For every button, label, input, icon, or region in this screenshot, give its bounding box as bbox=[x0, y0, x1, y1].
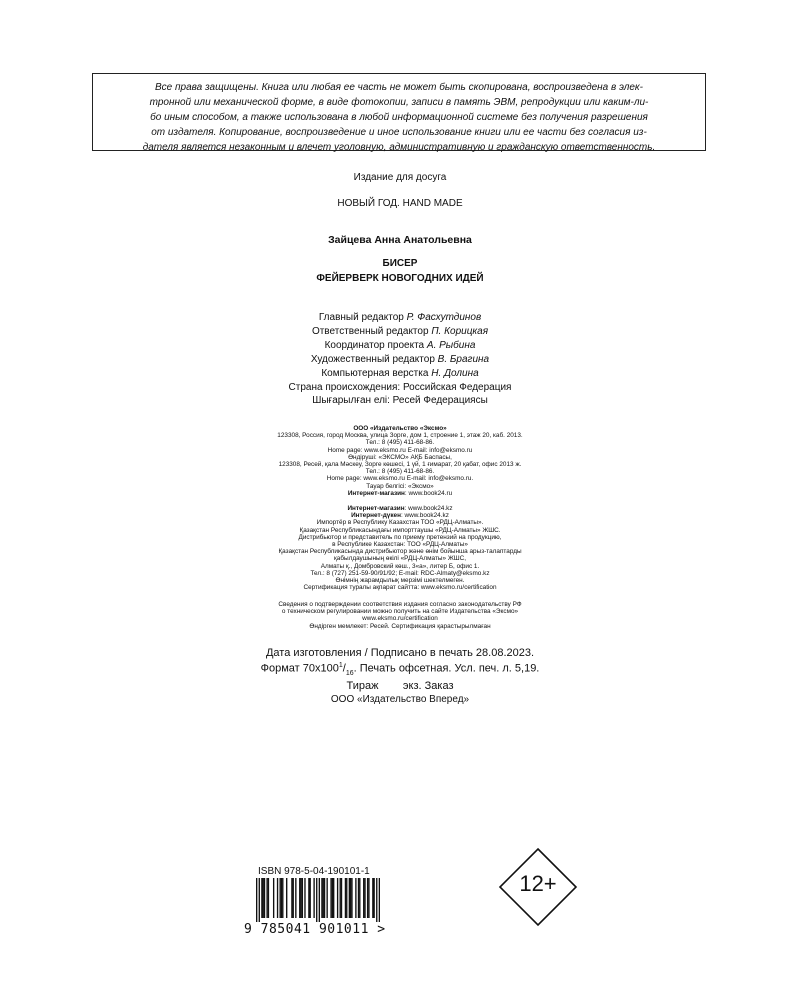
credit-person: В. Брагина bbox=[437, 354, 490, 365]
age-rating-badge bbox=[498, 847, 578, 927]
certification-info bbox=[0, 601, 800, 630]
barcode-bar bbox=[341, 878, 342, 918]
barcode-bar bbox=[355, 878, 356, 918]
kz-line: Тел.: 8 (727) 251-59-90/91/92; E-mail: RDC-Almaty@eksmo.kz bbox=[310, 569, 490, 577]
credit-role: Координатор проекта bbox=[324, 340, 425, 351]
print-run: Тираж экз. Заказ bbox=[346, 679, 454, 692]
publisher-line: Тел.: 8 (495) 411-68-86. bbox=[365, 468, 435, 476]
barcode-bar bbox=[346, 878, 347, 918]
credit-role: Ответственный редактор bbox=[311, 326, 429, 337]
barcode-bar bbox=[264, 878, 265, 918]
barcode-bar bbox=[326, 878, 327, 918]
kz-line: қабылдаушының өкілі «РДЦ-Алматы» ЖШС, bbox=[334, 555, 466, 563]
barcode-bar bbox=[351, 878, 352, 918]
credit-role: Компьютерная верстка bbox=[321, 368, 429, 379]
barcode-bar bbox=[266, 878, 267, 918]
publisher-info bbox=[0, 425, 800, 497]
isbn-label: ISBN 978-5-04-190101-1 bbox=[258, 866, 370, 877]
print-format: Формат $70x100^1/_{16}$. Печать офсетная. Усл. печ. л. 5,19. bbox=[260, 661, 540, 677]
kz-line: Дистрибьютор и представитель по приему претензий на продукцию, bbox=[298, 533, 502, 541]
cert-line: www.eksmo.ru/certification bbox=[362, 615, 438, 623]
barcode-bar bbox=[310, 878, 311, 918]
barcode-bar bbox=[345, 878, 346, 918]
barcode-bar bbox=[279, 878, 280, 918]
internet-shop-label: Интернет-магазин bbox=[347, 489, 405, 497]
barcode-bar bbox=[291, 878, 292, 918]
barcode-bar bbox=[259, 878, 260, 922]
copyright-line-4: от издателя. Копирование, воспроизведение и иное использование книги или ее части без согласия из- bbox=[151, 127, 647, 138]
barcode-bar bbox=[379, 878, 380, 922]
publisher-line: Тел.: 8 (495) 411-68-86. bbox=[365, 439, 435, 447]
credit-role: Художественный редактор bbox=[310, 354, 435, 365]
origin-country-ru: Страна происхождения: Российская Федерация bbox=[288, 382, 512, 393]
cert-line: о техническом регулировании можно получить на сайте Издательства «Эксмо» bbox=[281, 608, 519, 616]
barcode-bar bbox=[364, 878, 365, 918]
publisher-line: Home page: www.eksmo.ru E-mail: info@eksmo.ru bbox=[327, 446, 473, 454]
internet-shop-ru bbox=[0, 490, 800, 497]
barcode-bar bbox=[302, 878, 303, 918]
copyright-line-3: бо иным способом, а также использована в любой информационной системе без получения разрешения bbox=[150, 112, 648, 123]
copyright-line-1: Все права защищены. Книга или любая ее часть не может быть скопирована, воспроизведена в элек- bbox=[155, 82, 643, 93]
barcode-bar bbox=[293, 878, 294, 918]
barcode-bar bbox=[350, 878, 351, 918]
barcode-bar bbox=[359, 878, 360, 918]
barcode-bar bbox=[337, 878, 338, 918]
barcode-bar bbox=[333, 878, 334, 918]
kz-line: Интернет-магазин: www.book24.kz bbox=[347, 505, 453, 512]
kz-line: Сертификация туралы ақпарат сайтта: www.eksmo.ru/certification bbox=[303, 584, 497, 592]
print-details bbox=[0, 647, 800, 692]
publisher-line: Тауар белгісі: «Эксмо» bbox=[366, 482, 434, 490]
credit-role: Главный редактор bbox=[318, 312, 404, 323]
printer-name: ООО «Издательство Вперед» bbox=[330, 694, 470, 705]
kz-line: Импортёр в Республику Казахстан ТОО «РДЦ-Алматы». bbox=[316, 519, 484, 527]
barcode-bar bbox=[273, 878, 274, 918]
barcode-bar bbox=[299, 878, 300, 918]
kz-line: Қазақстан Республикасында дистрибьютор және өнім бойынша арыз-талаптарды bbox=[278, 548, 522, 556]
kz-line: в Республике Казахстан: ТОО «РДЦ-Алматы» bbox=[332, 541, 468, 549]
internet-shop-url: : www.book24.ru bbox=[404, 489, 453, 497]
barcode-bar bbox=[363, 878, 364, 918]
barcode-bar bbox=[286, 878, 287, 918]
barcode-bar bbox=[295, 878, 296, 918]
barcode-bar bbox=[316, 878, 317, 922]
credit-person: П. Корицкая bbox=[431, 326, 489, 337]
ean-digits: 9 785041 901011 > bbox=[244, 922, 386, 937]
kz-line: Интернет-дүкен: www.book24.kz bbox=[351, 512, 449, 520]
kz-line: Өнімнің жарамдылық мерзімі шектелмеген. bbox=[335, 577, 465, 585]
barcode-bar bbox=[367, 878, 368, 918]
cert-line: Сведения о подтверждении соответствия издания согласно законодательству РФ bbox=[278, 601, 522, 608]
isbn-barcode-block bbox=[244, 866, 394, 936]
credit-line bbox=[0, 339, 800, 353]
publisher-line: Home page: www.eksmo.ru E-mail: info@eksmo.ru. bbox=[326, 475, 474, 483]
publisher-line: ООО «Издательство «Эксмо» bbox=[353, 425, 447, 432]
barcode-bar bbox=[340, 878, 341, 918]
credit-person: А. Рыбина bbox=[426, 340, 476, 351]
kazakhstan-info bbox=[0, 505, 800, 591]
credit-person: Р. Фасхутдинов bbox=[406, 312, 482, 323]
edition-type: Издание для досуга bbox=[353, 172, 447, 183]
barcode-bar bbox=[373, 878, 374, 918]
barcode-bar bbox=[282, 878, 283, 918]
barcode-bar bbox=[323, 878, 324, 918]
barcode-bar bbox=[277, 878, 278, 918]
copyright-line-5: дателя является незаконным и влечет уголовную, административную и гражданскую ответственность. bbox=[142, 142, 656, 153]
barcode-bar bbox=[321, 878, 322, 918]
barcode-bar bbox=[332, 878, 333, 918]
series-name: НОВЫЙ ГОД. HAND MADE bbox=[337, 198, 463, 209]
credit-line bbox=[0, 367, 800, 381]
credit-line bbox=[0, 353, 800, 367]
barcode-bar bbox=[368, 878, 369, 918]
barcode-bar bbox=[308, 878, 309, 918]
barcode-bar bbox=[330, 878, 331, 918]
barcode-bar bbox=[300, 878, 301, 918]
copyright-line-2: тронной или механической форме, в виде фотокопии, записи в память ЭВМ, репродукции или каким-ли- bbox=[149, 97, 649, 108]
kz-line: Алматы қ., Домбровский көш., 3«а», литер Б, офис 1. bbox=[320, 562, 480, 570]
barcode-bar bbox=[372, 878, 373, 918]
publisher-line: Өндіруші: «ЭКСМО» АҚБ Баспасы, bbox=[348, 453, 452, 461]
copyright-notice-box bbox=[92, 73, 706, 151]
barcode-bar bbox=[358, 878, 359, 918]
barcode-bar bbox=[349, 878, 350, 918]
credit-person: Н. Долина bbox=[431, 368, 479, 379]
publisher-line: 123308, Ресей, қала Мәскеу, Зорге көшесі, 1 үй, 1 ғимарат, 20 қабат, офис 2013 ж. bbox=[278, 461, 522, 469]
kz-line: Қазақстан Республикасындағы импорттаушы «РДЦ-Алматы» ЖШС. bbox=[299, 526, 501, 534]
barcode-bar bbox=[261, 878, 262, 918]
age-rating-label: 12+ bbox=[519, 871, 557, 896]
book-title: БИСЕР bbox=[382, 258, 418, 269]
barcode-bar bbox=[281, 878, 282, 918]
book-subtitle: ФЕЙЕРВЕРК НОВОГОДНИХ ИДЕЙ bbox=[316, 273, 484, 284]
barcode-bar bbox=[319, 878, 320, 922]
author-name: Зайцева Анна Анатольевна bbox=[328, 234, 472, 246]
barcode-bar bbox=[256, 878, 257, 922]
barcode-bar bbox=[313, 878, 314, 918]
barcode-image bbox=[256, 878, 380, 922]
barcode-bar bbox=[376, 878, 377, 922]
print-date: Дата изготовления / Подписано в печать 28.08.2023. bbox=[265, 647, 535, 659]
barcode-bar bbox=[324, 878, 325, 918]
credit-line bbox=[0, 311, 800, 325]
credit-line bbox=[0, 325, 800, 339]
barcode-bar bbox=[268, 878, 269, 918]
barcode-bar bbox=[263, 878, 264, 918]
credits-list bbox=[0, 311, 800, 381]
publisher-line: 123308, Россия, город Москва, улица Зорге, дом 1, строение 1, этаж 20, каб. 2013. bbox=[277, 432, 523, 440]
cert-line: Өндірген мемлекет: Ресей. Сертификация қарастырылмаған bbox=[309, 622, 491, 630]
origin-country-kz: Шығарылған елі: Ресей Федерациясы bbox=[312, 395, 488, 406]
barcode-bar bbox=[304, 878, 305, 918]
